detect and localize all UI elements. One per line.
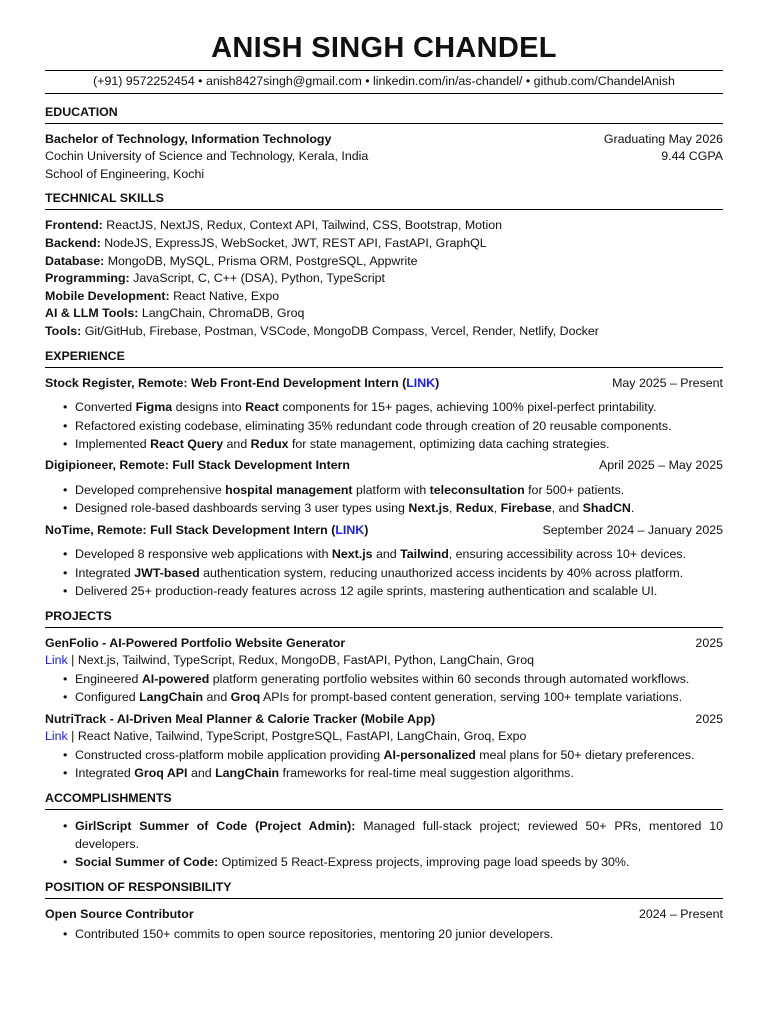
job-title-close: ) (364, 522, 369, 537)
responsibility-header (45, 906, 723, 924)
project (45, 711, 723, 783)
list-item: • Contributed 150+ commits to open source repositories, mentoring 20 junior developers. (45, 925, 723, 943)
text: , (493, 501, 501, 516)
accomplishment-list (45, 817, 723, 872)
skill-value: LangChain, ChromaDB, Groq (141, 306, 305, 321)
text: APIs for prompt-based content generation, serving 100+ template variations. (260, 690, 683, 705)
list-item (45, 764, 723, 782)
text-bold: ShadCN (582, 501, 631, 516)
university: Cochin University of Science and Technology, Kerala, India (45, 149, 369, 164)
text-bold: Redux (455, 501, 494, 516)
skill-label: Programming: (45, 271, 130, 286)
text-bold: JWT-based (134, 565, 200, 580)
skill-row (45, 305, 723, 323)
text-bold: LangChain (215, 766, 280, 781)
skill-label: AI & LLM Tools: (45, 306, 139, 321)
skill-label: Backend: (45, 235, 101, 250)
text: Implemented (75, 436, 151, 451)
text: for state management, optimizing data caching strategies. (288, 436, 610, 451)
job-title (45, 375, 439, 393)
accomplishment-text: Managed full-stack project; reviewed 50+ PRs, mentored 10 developers. (75, 818, 723, 851)
text: designs into (172, 400, 246, 415)
text: and (372, 547, 401, 562)
text: authentication system, reducing unauthorized access incidents by 40% across platform. (199, 565, 684, 580)
project-stack-line (45, 652, 723, 670)
job-link[interactable]: LINK (406, 375, 436, 390)
text: Integrated (75, 565, 135, 580)
project (45, 635, 723, 707)
list-item (45, 481, 723, 499)
text: Developed 8 responsive web applications with (75, 547, 332, 562)
job-header (45, 457, 723, 475)
skill-row (45, 288, 723, 306)
job-header (45, 522, 723, 540)
project-link[interactable]: Link (45, 653, 68, 668)
candidate-name: ANISH SINGH CHANDEL (211, 32, 557, 64)
text-bold: hospital management (225, 482, 353, 497)
list-item (45, 435, 723, 453)
text: Configured (75, 690, 140, 705)
education-row-degree (45, 131, 723, 149)
responsibility-date: 2024 – Present (638, 906, 723, 921)
skill-value: ReactJS, NextJS, Redux, Context API, Tailwind, CSS, Bootstrap, Motion (106, 218, 503, 233)
section-title-skills: TECHNICAL SKILLS (45, 189, 723, 210)
list-item (45, 746, 723, 764)
section-title-responsibility: POSITION OF RESPONSIBILITY (45, 878, 723, 899)
education-row-university (45, 148, 723, 166)
text-bold: Redux (250, 436, 289, 451)
degree: Bachelor of Technology, Information Technology (45, 131, 332, 146)
project-header (45, 635, 723, 653)
text-bold: Firebase (500, 501, 552, 516)
project-stack-line (45, 728, 723, 746)
text: Constructed cross-platform mobile application providing (75, 747, 384, 762)
cgpa: 9.44 CGPA (661, 149, 723, 164)
graduation-date: Graduating May 2026 (603, 131, 723, 146)
responsibility-bullets (45, 925, 723, 943)
list-item (45, 564, 723, 582)
text: frameworks for real-time meal suggestion algorithms. (279, 766, 574, 781)
skill-row (45, 235, 723, 253)
skill-value: NodeJS, ExpressJS, WebSocket, JWT, REST API, FastAPI, GraphQL (104, 235, 487, 250)
job-title-close: ) (435, 375, 440, 390)
skill-label: Database: (45, 253, 105, 268)
text: , ensuring accessibility across 10+ devices. (448, 547, 687, 562)
text-bold: Next.js (331, 547, 373, 562)
text: and (223, 436, 251, 451)
text: , (449, 501, 456, 516)
list-item (45, 817, 723, 854)
job-date: May 2025 – Present (612, 375, 723, 390)
skill-value: MongoDB, MySQL, Prisma ORM, PostgreSQL, Appwrite (107, 253, 418, 268)
skill-label: Mobile Development: (45, 288, 170, 303)
text-bold: Figma (135, 400, 173, 415)
job-link[interactable]: LINK (335, 522, 365, 537)
project-stack: | Next.js, Tailwind, TypeScript, Redux, MongoDB, FastAPI, Python, LangChain, Groq (67, 653, 534, 668)
project-stack: | React Native, Tailwind, TypeScript, PostgreSQL, FastAPI, LangChain, Groq, Expo (67, 729, 527, 744)
skills-list (45, 217, 723, 340)
skill-value: Git/GitHub, Firebase, Postman, VSCode, MongoDB Compass, Vercel, Render, Netlify, Docker (84, 323, 599, 338)
skill-label: Frontend: (45, 218, 103, 233)
job-bullets (45, 481, 723, 518)
list-item (45, 670, 723, 688)
job-bullets (45, 545, 723, 600)
skill-value: JavaScript, C, C++ (DSA), Python, TypeScript (133, 271, 385, 286)
section-title-experience: EXPERIENCE (45, 347, 723, 368)
list-item (45, 688, 723, 706)
job-header (45, 375, 723, 393)
text: components for 15+ pages, achieving 100% pixel-perfect printability. (278, 400, 657, 415)
project-bullets (45, 746, 723, 783)
skill-row (45, 253, 723, 271)
school: School of Engineering, Kochi (45, 166, 205, 181)
project-title: NutriTrack - AI-Driven Meal Planner & Calorie Tracker (Mobile App) (45, 711, 436, 726)
accomplishment-text: Optimized 5 React-Express projects, improving page load speeds by 30%. (218, 855, 630, 870)
list-item: • Refactored existing codebase, eliminating 35% redundant code through creation of 20 reusable components. (45, 417, 723, 435)
project-year: 2025 (695, 711, 723, 726)
contact-line: (+91) 9572252454 • anish8427singh@gmail.com • linkedin.com/in/as-chandel/ • github.com/ChandelAnish (45, 70, 723, 94)
skill-row (45, 217, 723, 235)
text-bold: Next.js (408, 501, 450, 516)
text: , and (551, 501, 583, 516)
text: Engineered (75, 671, 142, 686)
text-bold: Tailwind (400, 547, 449, 562)
text-bold: React (245, 400, 279, 415)
responsibility-role: Open Source Contributor (45, 906, 194, 921)
project-link[interactable]: Link (45, 729, 68, 744)
job-bullets (45, 398, 723, 453)
text: meal plans for 50+ dietary preferences. (475, 747, 695, 762)
skill-row (45, 323, 723, 341)
list-item (45, 545, 723, 563)
text: Integrated (75, 766, 135, 781)
text: platform generating portfolio websites within 60 seconds through automated workflows. (209, 671, 690, 686)
text-bold: React Query (150, 436, 224, 451)
text: for 500+ patients. (524, 482, 625, 497)
text-bold: teleconsultation (429, 482, 525, 497)
text: platform with (352, 482, 430, 497)
text: Designed role-based dashboards serving 3 user types using (75, 501, 409, 516)
job-title-text: Stock Register, Remote: Web Front-End Development Intern ( (45, 375, 407, 390)
accomplishment-label: Social Summer of Code: (75, 855, 219, 870)
list-item: • Delivered 25+ production-ready features across 12 agile sprints, mastering authentication and scalable UI. (45, 582, 723, 600)
project-year: 2025 (695, 635, 723, 650)
text: and (187, 766, 216, 781)
text: Converted (75, 400, 136, 415)
job-title (45, 522, 368, 540)
text: . (630, 501, 635, 516)
job-title: Digipioneer, Remote: Full Stack Development Intern (45, 458, 351, 473)
section-title-projects: PROJECTS (45, 607, 723, 628)
project-bullets (45, 670, 723, 707)
section-title-education: EDUCATION (45, 103, 723, 124)
text-bold: Groq (230, 690, 261, 705)
accomplishment-label: GirlScript Summer of Code (Project Admin): (75, 818, 356, 833)
project-header (45, 711, 723, 729)
text-bold: AI-powered (141, 671, 210, 686)
text: Developed comprehensive (75, 482, 226, 497)
list-item (45, 499, 723, 517)
list-item (45, 853, 723, 871)
skill-value: React Native, Expo (173, 288, 280, 303)
section-title-accomplishments: ACCOMPLISHMENTS (45, 789, 723, 810)
job-title-text: NoTime, Remote: Full Stack Development Intern ( (45, 522, 336, 537)
skill-label: Tools: (45, 323, 82, 338)
job-date: September 2024 – January 2025 (542, 522, 723, 537)
list-item (45, 398, 723, 416)
text-bold: AI-personalized (383, 747, 476, 762)
job-date: April 2025 – May 2025 (599, 458, 723, 473)
text: and (203, 690, 231, 705)
project-title: GenFolio - AI-Powered Portfolio Website Generator (45, 635, 346, 650)
text-bold: Groq API (134, 766, 188, 781)
text-bold: LangChain (139, 690, 204, 705)
skill-row (45, 270, 723, 288)
